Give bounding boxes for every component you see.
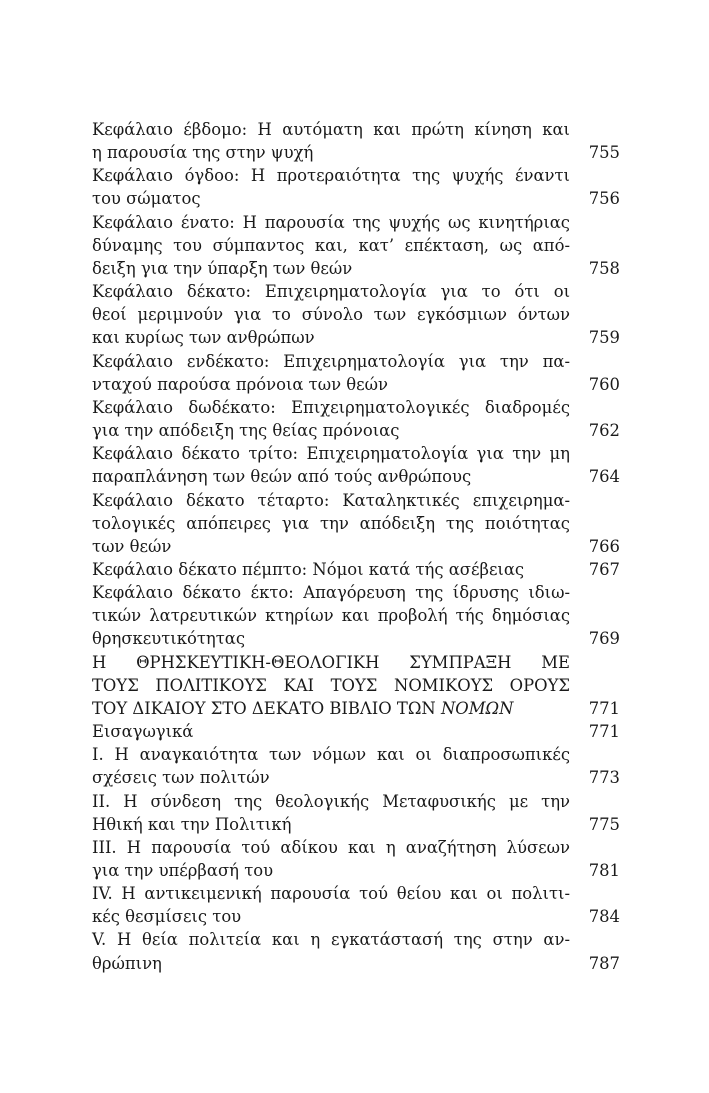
toc-entry-line: παραπλάνηση των θεών από τούς ανθρώπους [92, 467, 472, 487]
toc-entry-line: Εισαγωγικά [92, 722, 194, 742]
toc-entry [92, 280, 620, 349]
toc-entry-line: V. Η θεία πολιτεία και η εγκατάστασή της στην αν- [92, 930, 570, 950]
toc-entry-line: κές θεσμίσεις του [92, 907, 242, 927]
toc-entry-page-number: 769 [588, 629, 620, 649]
toc-entry-title [92, 489, 570, 558]
toc-entry-title [92, 164, 570, 210]
toc-entry-title [92, 928, 570, 974]
toc-entry-line: θρώπινη [92, 953, 162, 973]
toc-entry-line: Η ΘΡΗΣΚΕΥΤΙΚΗ-ΘΕΟΛΟΓΙΚΗ ΣΥΜΠΡΑΞΗ ΜΕ [92, 652, 570, 672]
toc-entry-line: Κεφάλαιο δωδέκατο: Επιχειρηματολογικές διαδρομές [92, 397, 570, 417]
toc-entry-title [92, 442, 570, 488]
toc-entry-line: Κεφάλαιο δέκατο πέμπτο: Νόμοι κατά τής ασέβειας [92, 559, 525, 579]
toc-entry-page-number: 787 [588, 953, 620, 973]
toc-entry-page-number: 784 [588, 907, 620, 927]
toc-entry-line: Κεφάλαιο έβδομο: Η αυτόματη και πρώτη κίνηση και [92, 120, 570, 139]
toc-entry-title [92, 581, 570, 650]
toc-entry-line: θρησκευτικότητας [92, 629, 246, 649]
toc-entry-line: για την υπέρβασή του [92, 861, 274, 880]
toc-entry [92, 350, 620, 396]
toc-entry-italic-title: ΝΟΜΩΝ [440, 698, 514, 718]
toc-entry-line: τολογικές απόπειρες για την απόδειξη της ποιότητας [92, 513, 570, 533]
toc-entry-line: ΙΙ. Η σύνδεση της θεολογικής Μεταφυσικής με την [92, 791, 570, 811]
toc-entry-line: νταχού παρούσα πρόνοια των θεών [92, 374, 388, 394]
toc-entry-line: ΤΟΥΣ ΠΟΛΙΤΙΚΟΥΣ ΚΑΙ ΤΟΥΣ ΝΟΜΙΚΟΥΣ ΟΡΟΥΣ [92, 675, 570, 695]
toc-entry [92, 651, 620, 720]
toc-entry-line: η παρουσία της στην ψυχή [92, 143, 314, 163]
toc-entry [92, 164, 620, 210]
toc-entry-title [92, 118, 570, 164]
toc-entry-page-number: 764 [588, 467, 620, 487]
toc-entry [92, 928, 620, 974]
toc-entry-title [92, 651, 570, 720]
toc-entry-page-number: 766 [588, 536, 620, 556]
toc-entry [92, 836, 620, 882]
toc-entry [92, 558, 620, 581]
toc-entry-line: Ι. Η αναγκαιότητα των νόμων και οι διαπροσωπικές [92, 745, 570, 765]
toc-entry-title [92, 211, 570, 280]
toc-entry-line: ΤΟΥ ΔΙΚΑΙΟΥ ΣΤΟ ΔΕΚΑΤΟ ΒΙΒΛΙΟ ΤΩΝ ΝΟΜΩΝ [92, 698, 514, 718]
toc-entry-line: Κεφάλαιο δέκατο: Επιχειρηματολογία για το ότι οι [92, 282, 570, 302]
toc-entry-line: και κυρίως των ανθρώπων [92, 328, 315, 348]
toc-entry-page-number: 758 [588, 258, 620, 278]
toc-entry-page-number: 755 [588, 143, 620, 163]
toc-entry-title [92, 743, 570, 789]
toc-entry [92, 882, 620, 928]
toc-entry-title [92, 882, 570, 928]
toc-entry-page-number: 781 [588, 861, 620, 880]
toc-entry-page-number: 775 [588, 814, 620, 834]
toc-entry-line: θεοί μεριμνούν για το σύνολο των εγκόσμιων όντων [92, 305, 570, 325]
toc-entry-title [92, 350, 570, 396]
toc-entry [92, 118, 620, 164]
toc-entry-page-number: 759 [588, 328, 620, 348]
toc-entry [92, 743, 620, 789]
toc-entry-title [92, 396, 570, 442]
toc-entry [92, 211, 620, 280]
toc-entry-line: των θεών [92, 536, 172, 556]
toc-entry-line: IV. Η αντικειμενική παρουσία τού θείου και οι πολιτι- [92, 884, 570, 904]
toc-entry-title [92, 558, 570, 581]
toc-entry-line: Κεφάλαιο δέκατο τέταρτο: Καταληκτικές επιχειρημα- [92, 490, 570, 510]
toc-entry-line: δειξη για την ύπαρξη των θεών [92, 258, 353, 278]
toc-entry-line: σχέσεις των πολιτών [92, 768, 270, 788]
toc-entry-title [92, 790, 570, 836]
toc-entry-page-number: 762 [588, 421, 620, 441]
toc-entry-line: ΙΙΙ. Η παρουσία τού αδίκου και η αναζήτηση λύσεων [92, 837, 570, 857]
toc-entry-line: Κεφάλαιο όγδοο: Η προτεραιότητα της ψυχής έναντι [92, 166, 570, 186]
toc-entry [92, 720, 620, 743]
toc-entry-page-number: 773 [588, 768, 620, 788]
toc-entry-page-number: 771 [588, 698, 620, 718]
toc-entry-line: του σώματος [92, 189, 201, 209]
toc-entry-title [92, 280, 570, 349]
toc-entry-page-number: 771 [588, 722, 620, 742]
toc-entry-line: για την απόδειξη της θείας πρόνοιας [92, 421, 400, 441]
toc-entry [92, 442, 620, 488]
toc-entry [92, 790, 620, 836]
toc-entry [92, 396, 620, 442]
toc-entry-page-number: 760 [588, 374, 620, 394]
toc-entry-line: Ηθική και την Πολιτική [92, 814, 292, 834]
toc-entry-page-number: 756 [588, 189, 620, 209]
toc-entry [92, 581, 620, 650]
toc-entry-line: Κεφάλαιο ενδέκατο: Επιχειρηματολογία για την πα- [92, 351, 570, 371]
toc-entry-title [92, 720, 570, 743]
toc-entry [92, 489, 620, 558]
toc-entry-title [92, 836, 570, 882]
toc-entry-line: Κεφάλαιο ένατο: Η παρουσία της ψυχής ως κινητήριας [92, 212, 570, 232]
toc-entry-line: τικών λατρευτικών κτηρίων και προβολή τής δημόσιας [92, 606, 570, 626]
toc-entry-page-number: 767 [588, 559, 620, 579]
table-of-contents [92, 118, 620, 975]
toc-entry-line: Κεφάλαιο δέκατο έκτο: Απαγόρευση της ίδρυσης ιδιω- [92, 583, 570, 603]
toc-entry-line: δύναμης του σύμπαντος και, κατ’ επέκταση, ως από- [92, 235, 570, 255]
toc-entry-line: Κεφάλαιο δέκατο τρίτο: Επιχειρηματολογία για την μη [92, 444, 570, 464]
